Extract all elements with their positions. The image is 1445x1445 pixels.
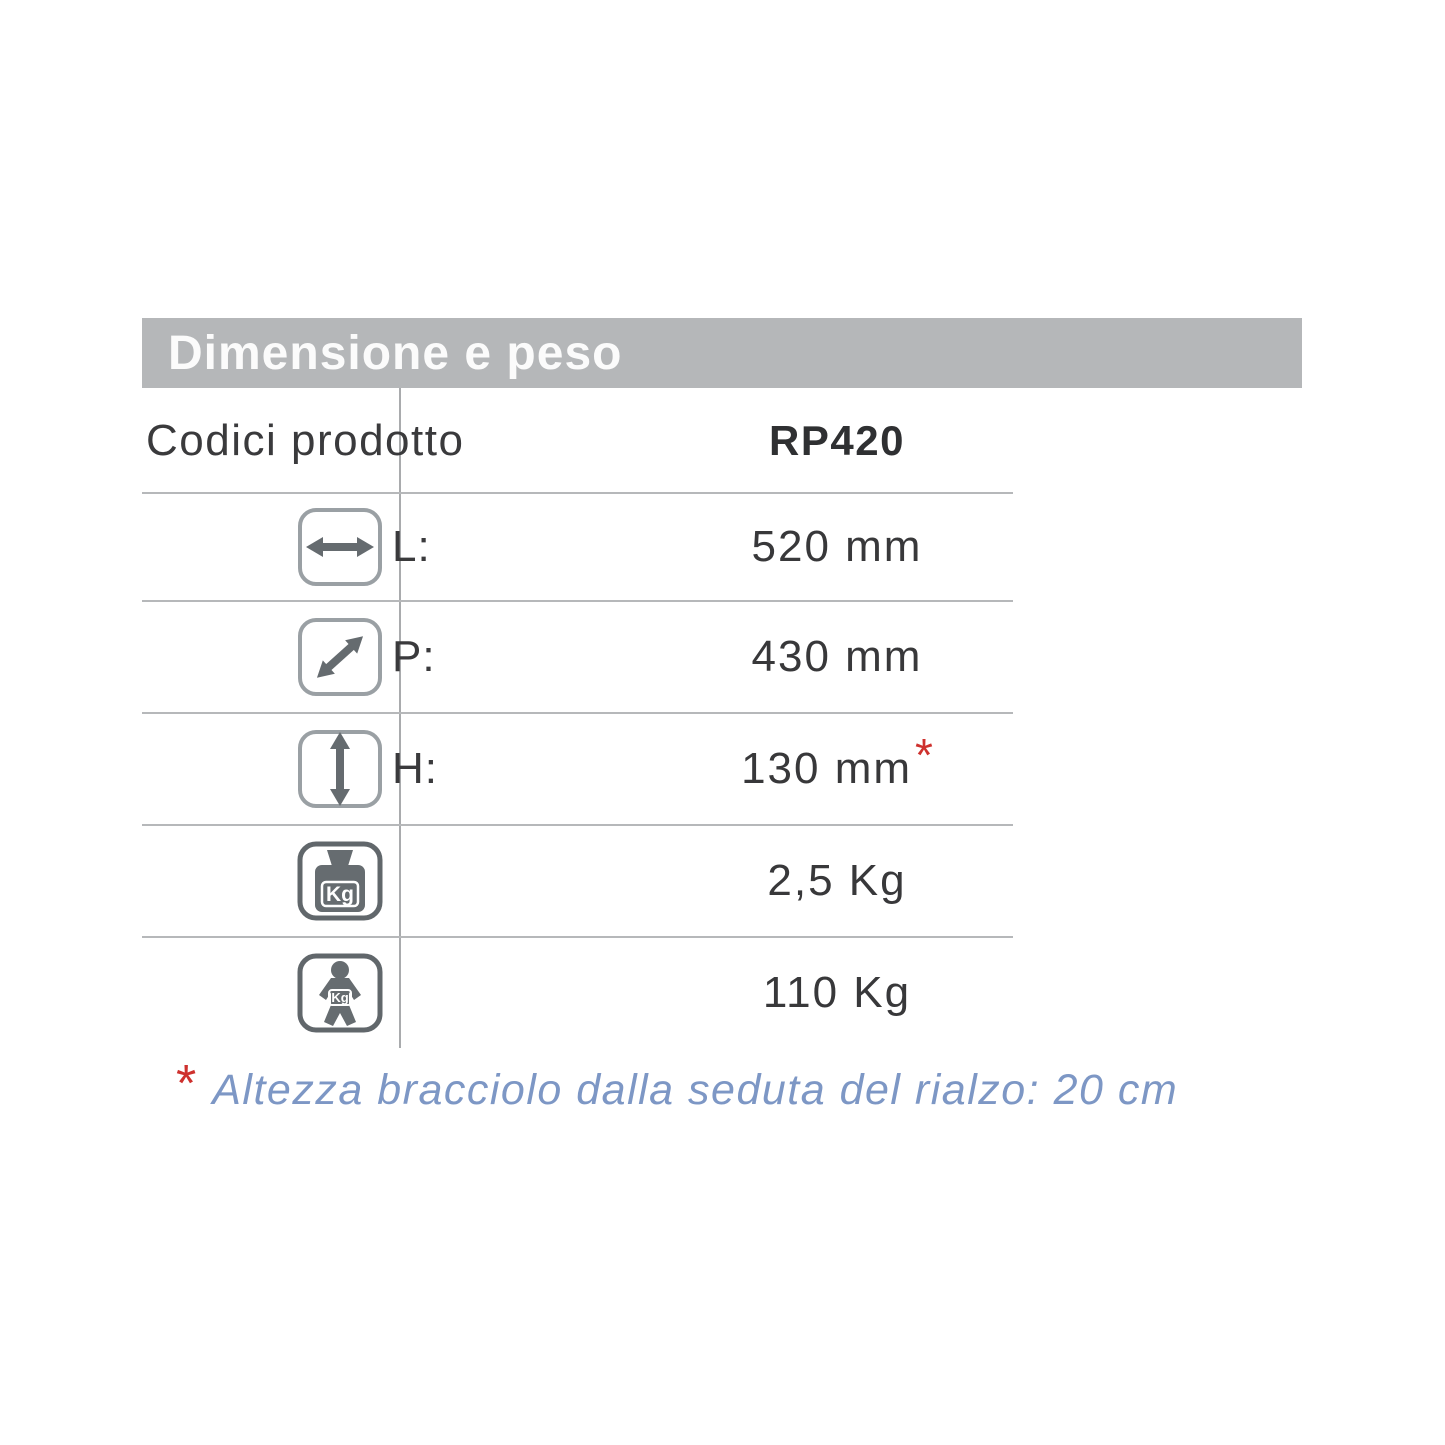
product-code-value-cell	[400, 388, 1274, 493]
height-label-cell	[142, 713, 438, 825]
table-row-width	[142, 493, 1274, 601]
section-header	[142, 318, 1302, 388]
table-row-product-code	[142, 388, 1274, 493]
width-value-cell	[400, 493, 1274, 601]
table-row-depth	[142, 601, 1274, 713]
depth-arrow-icon	[297, 617, 383, 697]
height-label: H:	[392, 744, 438, 793]
weight-label-cell	[142, 825, 400, 937]
table-row-max-load	[142, 937, 1274, 1048]
product-code-label-cell	[142, 388, 465, 493]
max-user-weight-icon	[297, 953, 383, 1033]
weight-icon-kg-text: Kg	[326, 883, 354, 906]
footnote-text: Altezza bracciolo dalla seduta del rialzo: 20 cm	[212, 1066, 1179, 1114]
person-icon-kg-text: Kg	[331, 989, 349, 1005]
width-label-cell	[142, 493, 431, 601]
width-arrow-icon	[297, 507, 383, 587]
weight-kg-icon	[297, 841, 383, 921]
table-row-height	[142, 713, 1274, 825]
max-load-label-cell	[142, 937, 400, 1048]
product-code-label: Codici prodotto	[146, 415, 465, 465]
depth-value-cell	[400, 601, 1274, 713]
depth-label: P:	[392, 632, 436, 681]
product-code-value: RP420	[769, 416, 905, 464]
weight-value: 2,5 Kg	[767, 856, 907, 905]
weight-value-cell	[400, 825, 1274, 937]
footnote-asterisk: *	[176, 1055, 197, 1113]
height-value: 130 mm	[741, 744, 913, 793]
max-load-value-cell	[400, 937, 1274, 1048]
footnote	[142, 1055, 1332, 1126]
table-row-weight	[142, 825, 1274, 937]
depth-label-cell	[142, 601, 436, 713]
width-value: 520 mm	[751, 522, 923, 571]
height-arrow-icon	[297, 729, 383, 809]
width-label: L:	[392, 522, 431, 571]
depth-value: 430 mm	[751, 632, 923, 681]
height-value-cell: 130 mm *	[741, 729, 933, 793]
max-load-value: 110 Kg	[762, 967, 912, 1017]
section-title: Dimensione e peso	[168, 326, 623, 380]
